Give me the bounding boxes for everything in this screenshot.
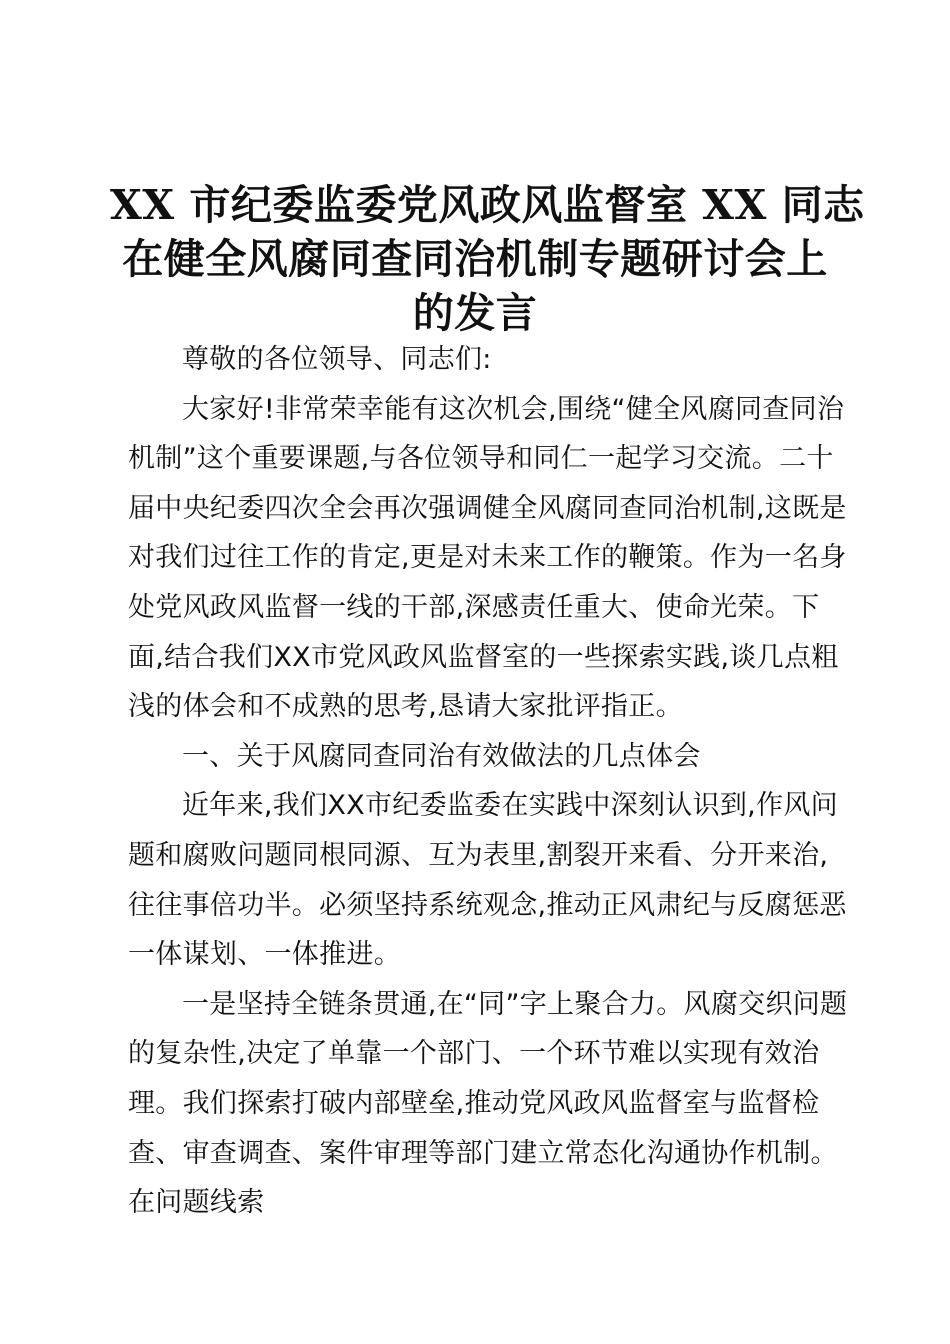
section-heading: 一、关于风腐同查同治有效做法的几点体会	[182, 740, 701, 772]
title-line-3: 的发言	[412, 289, 538, 337]
opening-paragraph: 大家好!非常荣幸能有这次机会,围绕“健全风腐同查同治机制”这个重要课题,与各位领导和同仁一起学习交流。二十届中央纪委四次全会再次强调健全风腐同查同治机制,这既是对我们过往工作的肯定,更是对未来工作的鞭策。作为一名身处党风政风监督一线的干部,深感责任重大、使命光荣。下面,结合我们XX市党风政风监督室的一些探索实践,谈几点粗浅的体会和不成熟的思考,恳请大家批评指正。	[128, 393, 847, 723]
document-title	[110, 178, 865, 340]
body-paragraph: 一是坚持全链条贯通,在“同”字上聚合力。风腐交织问题的复杂性,决定了单靠一个部门、一个环节难以实现有效治理。我们探索打破内部壁垒,推动党风政风监督室与监督检查、审查调查、案件审理等部门建立常态化沟通协作机制。在问题线索	[128, 988, 848, 1219]
title-line-1: XX 市纪委监委党风政风监督室 XX 同志	[110, 181, 865, 229]
salutation-paragraph: 尊敬的各位领导、同志们:	[182, 344, 492, 375]
body-paragraph: 近年来,我们XX市纪委监委在实践中深刻认识到,作风问题和腐败问题同根同源、互为表里,割裂开来看、分开来治,往往事倍功半。必须坚持系统观念,推动正风肃纪与反腐惩恶一体谋划、一体推进。	[128, 790, 847, 971]
document-body	[128, 335, 848, 1228]
title-line-2: 在健全风腐同查同治机制专题研讨会上	[122, 235, 828, 283]
